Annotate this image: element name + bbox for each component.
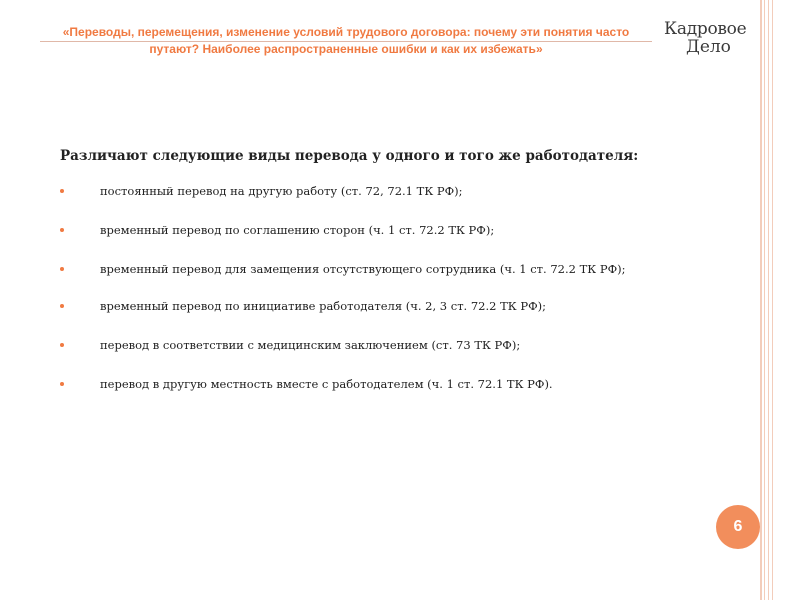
decorative-rule [772, 0, 773, 600]
bullet-icon [60, 267, 64, 271]
logo-line-2: Дело [686, 37, 731, 57]
list-item-text: временный перевод по инициативе работодателя (ч. 2, 3 ст. 72.2 ТК РФ); [100, 299, 547, 313]
slide-title: «Переводы, перемещения, изменение условий трудового договора: почему эти понятия часто путают? Наиболее распространенные ошибки и как их избежать» [62, 25, 630, 56]
bullet-icon [60, 189, 64, 193]
body-heading: Различают следующие виды перевода у одного и того же работодателя: [60, 148, 639, 164]
list-item-text: перевод в соответствии с медицинским заключением (ст. 73 ТК РФ); [100, 338, 521, 352]
page-number-badge: 6 [716, 505, 760, 549]
logo-line-1: Кадровое [664, 19, 747, 39]
list-item [60, 262, 700, 277]
decorative-rule [768, 0, 769, 600]
transfer-types-list [60, 184, 700, 392]
bullet-icon [60, 343, 64, 347]
decorative-rule [764, 0, 765, 600]
slide-body [60, 148, 700, 416]
decorative-rule [760, 0, 762, 600]
list-item [60, 299, 700, 314]
list-item-text: перевод в другую местность вместе с работодателем (ч. 1 ст. 72.1 ТК РФ). [100, 377, 553, 391]
list-item-text: временный перевод для замещения отсутствующего сотрудника (ч. 1 ст. 72.2 ТК РФ); [100, 262, 626, 276]
list-item-text: постоянный перевод на другую работу (ст. 72, 72.1 ТК РФ); [100, 184, 463, 198]
kadrovoe-delo-logo [664, 20, 756, 56]
list-item [60, 223, 700, 238]
list-item [60, 377, 700, 392]
bullet-icon [60, 382, 64, 386]
bullet-icon [60, 228, 64, 232]
list-item-text: временный перевод по соглашению сторон (ч. 1 ст. 72.2 ТК РФ); [100, 223, 495, 237]
list-item [60, 338, 700, 353]
bullet-icon [60, 304, 64, 308]
list-item [60, 184, 700, 199]
